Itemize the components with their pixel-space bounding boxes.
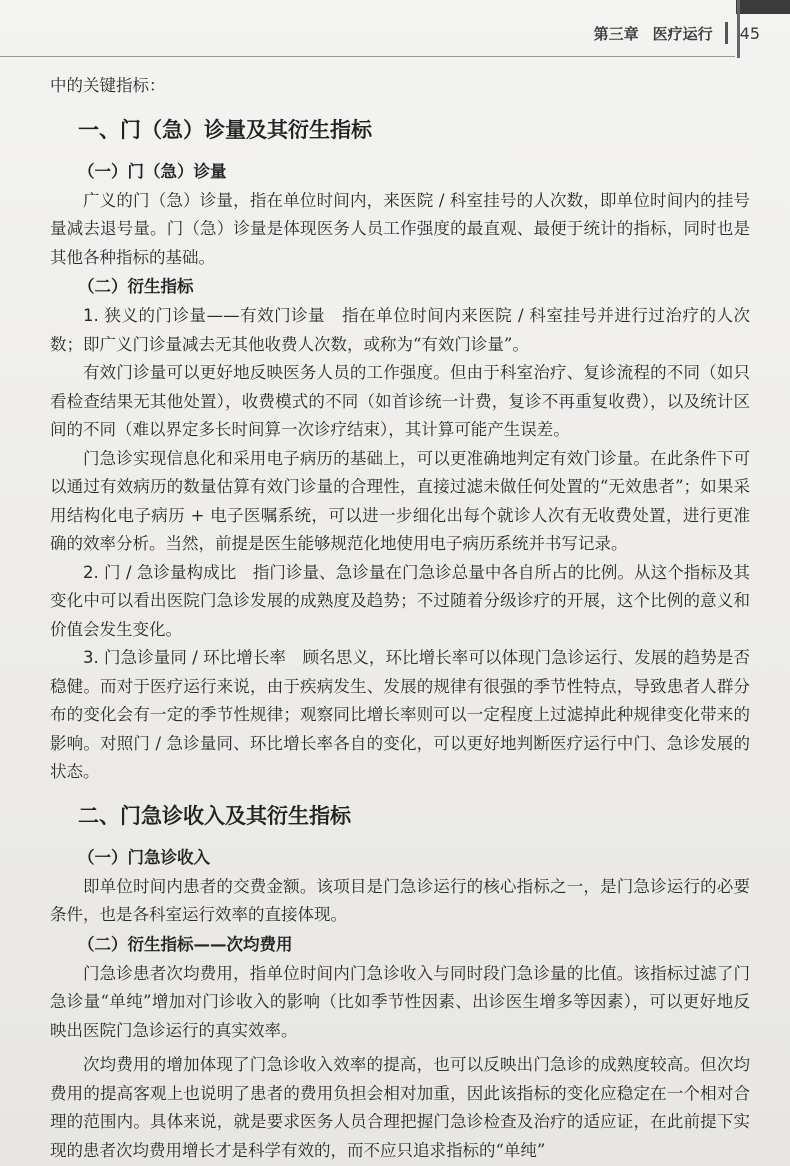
item-lead: 1. 狭义的门诊量——有效门诊量 [83, 306, 326, 325]
page-number: 45 [739, 23, 760, 43]
item-text: 顾名思义，环比增长率可以体现门急诊运行、发展的趋势是否稳健。而对于医疗运行来说，由于疾病发生、发展的规律有很强的季节性特点，导致患者人群分布的变化会有一定的季节性规律；观察同比增长率则可以一定程度上过滤掉此种规律变化带来的影响。对照门 / 急诊量同、环比增长率各自的变化，可以更好地判断医疗运行中门、急诊发展的状态。 [50, 648, 750, 781]
item-text: 指在单位时间内来医院 / 科室挂号并进行过治疗的人次数；即广义门诊量减去无其他收费人次数，或称为“有效门诊量”。 [50, 306, 750, 354]
chapter-title: 医疗运行 [652, 24, 713, 43]
chapter-label: 第三章 [593, 24, 639, 43]
section-2-title: 二、门急诊收入及其衍生指标 [78, 803, 351, 828]
intro-line: 中的关键指标： [50, 76, 166, 95]
section-1-sub-2-title: （二）衍生指标 [78, 277, 194, 296]
corner-tab [736, 0, 790, 14]
section-1-title: 一、门（急）诊量及其衍生指标 [78, 117, 372, 142]
list-item-1 [50, 302, 750, 359]
list-item-2 [50, 559, 750, 645]
item-lead: 3. 门急诊量同 / 环比增长率 [83, 648, 286, 667]
paragraph: 门急诊患者次均费用，指单位时间内门急诊收入与同时段门急诊量的比值。该指标过滤了门急诊量“单纯”增加对门诊收入的影响（比如季节性因素、出诊医生增多等因素），可以更好地反映出医院门急诊运行的真实效率。 [50, 963, 750, 1040]
paragraph: 广义的门（急）诊量，指在单位时间内，来医院 / 科室挂号的人次数，即单位时间内的挂号量减去退号量。门（急）诊量是体现医务人员工作强度的最直观、最便于统计的指标，同时也是其他各种指标的基础。 [50, 190, 750, 267]
item-text: 指门诊量、急诊量在门急诊总量中各自所占的比例。从这个指标及其变化中可以看出医院门急诊发展的成熟度及趋势；不过随着分级诊疗的开展，这个比例的意义和价值会发生变化。 [50, 562, 751, 639]
section-2-sub-2-title: （二）衍生指标——次均费用 [78, 934, 293, 954]
running-header [594, 22, 760, 44]
list-item-3 [50, 644, 750, 787]
page-body [50, 72, 750, 1165]
paragraph: 有效门诊量可以更好地反映医务人员的工作强度。但由于科室治疗、复诊流程的不同（如只看检查结果无其他处置），收费模式的不同（如首诊统一计费，复诊不再重复收费），以及统计区间的不同（难以界定多长时间算一次诊疗结束），其计算可能产生误差。 [50, 363, 750, 439]
section-2-sub-1-title: （一）门急诊收入 [78, 847, 210, 867]
paragraph: 次均费用的增加体现了门急诊收入效率的提高，也可以反映出门急诊的成熟度较高。但次均费用的提高客观上也说明了患者的费用负担会相对加重，因此该指标的变化应稳定在一个相对合理的范围内。具体来说，就是要求医务人员合理把握门急诊检查及治疗的适应证，在此前提下实现的患者次均费用增长才是科学有效的，而不应只追求指标的“单纯” [50, 1055, 750, 1160]
header-separator [725, 22, 728, 44]
header-rule [0, 56, 735, 57]
item-lead: 2. 门 / 急诊量构成比 [83, 562, 237, 582]
paragraph: 即单位时间内患者的交费金额。该项目是门急诊运行的核心指标之一，是门急诊运行的必要条件，也是各科室运行效率的直接体现。 [50, 876, 750, 924]
paragraph: 门急诊实现信息化和采用电子病历的基础上，可以更准确地判定有效门诊量。在此条件下可以通过有效病历的数量估算有效门诊量的合理性，直接过滤未做任何处置的“无效患者”；如果采用结构化电子病历 + 电子医嘱系统，可以进一步细化出每个就诊人次有无收费处置，进行更准确的效率分析。当然，前提是医生能够规范化地使用电子病历系统并书写记录。 [50, 448, 750, 553]
section-1-sub-1-title: （一）门（急）诊量 [78, 161, 227, 181]
